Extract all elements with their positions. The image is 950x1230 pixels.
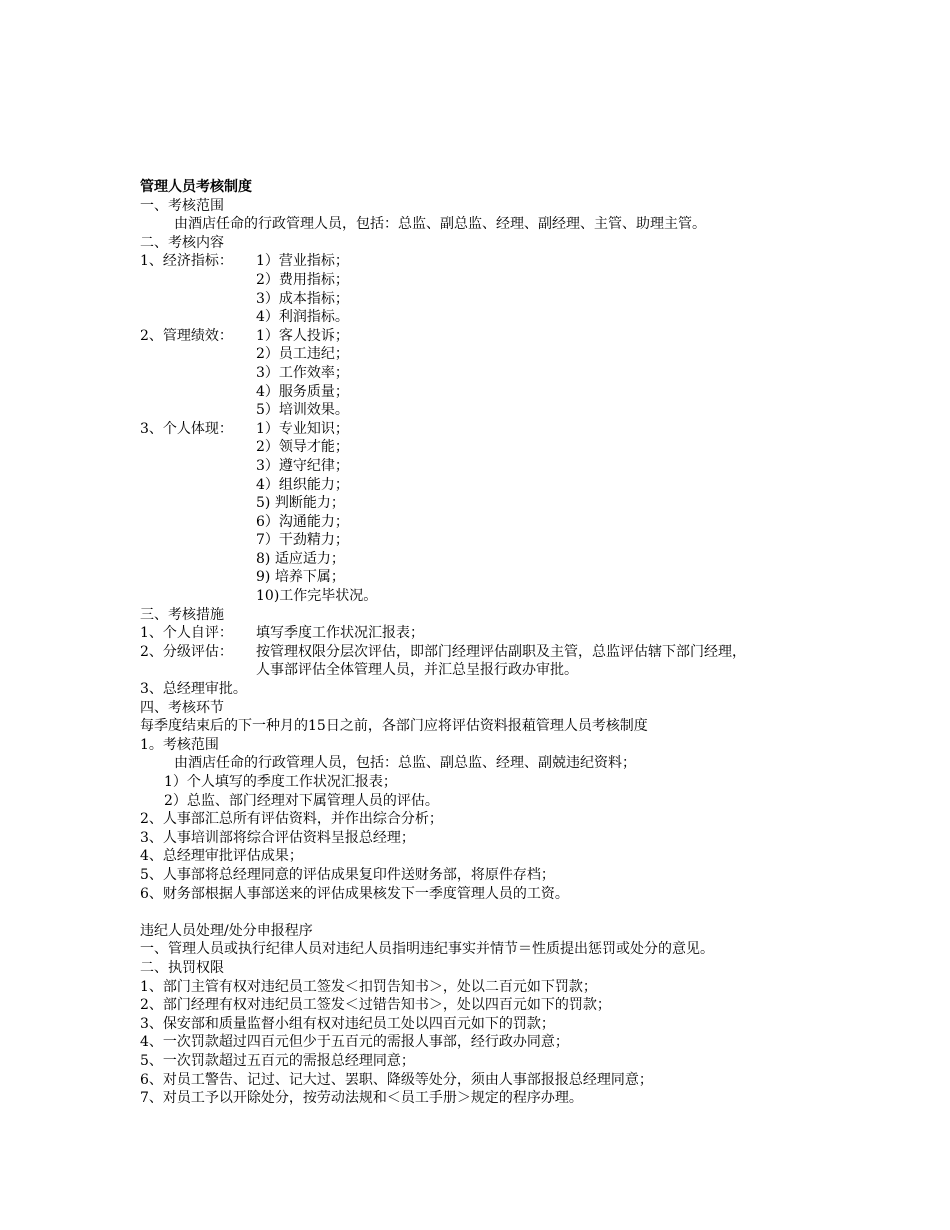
list-item: 2）领导才能； — [256, 439, 349, 456]
list-item: 1。考核范围 — [140, 736, 219, 753]
list-item: 7、对员工予以开除处分，按劳动法规和＜员工手册＞规定的程序办理。 — [140, 1090, 583, 1107]
section-title: 违纪人员处理/处分申报程序 — [140, 922, 313, 939]
list-item: 3、总经理审批。 — [140, 681, 247, 698]
item-label: 2、管理绩效： — [140, 327, 233, 344]
item-text: 填写季度工作状况汇报表； — [256, 625, 424, 642]
list-row — [140, 420, 840, 439]
list-item: 1）专业知识； — [256, 420, 349, 437]
section-heading: 二、考核内容 — [140, 234, 224, 251]
item-label: 1、经济指标： — [140, 253, 233, 270]
list-item: 2）总监、部门经理对下属管理人员的评估。 — [164, 792, 439, 809]
section-heading: 一、考核范围 — [140, 197, 224, 214]
paragraph: 由酒店任命的行政管理人员，包括：总监、副总监、经理、副经理、主管、助理主管。 — [174, 216, 706, 233]
list-item: 8) 适应适力； — [256, 550, 345, 567]
list-item: 3、保安部和质量监督小组有权对违纪员工处以四百元如下的罚款； — [140, 1015, 555, 1032]
list-row — [140, 643, 840, 662]
paragraph: 每季度结束后的下一种月的15日之前，各部门应将评估资料报蒩管理人员考核制度 — [140, 718, 648, 735]
list-item: 3、人事培训部将综合评估资料呈报总经理； — [140, 829, 415, 846]
item-text: 按管理权限分层次评估，即部门经理评估副职及主管，总监评估辖下部门经理， — [256, 643, 746, 660]
list-item: 5) 判断能力； — [256, 495, 345, 512]
list-row — [140, 252, 840, 271]
list-item: 4、总经理审批评估成果； — [140, 848, 303, 865]
paragraph: 由酒店任命的行政管理人员，包括：总监、副总监、经理、副兢违纪资料； — [174, 755, 636, 772]
item-label: 3、个人体现： — [140, 420, 233, 437]
item-label: 1、个人自评： — [140, 625, 233, 642]
list-item: 一、管理人员或执行纪律人员对违纪人员指明违纪事实并情节＝性质提出惩罚或处分的意见。 — [140, 941, 714, 958]
list-item: 10)工作完毕状况。 — [256, 588, 378, 605]
list-item: 3）工作效率； — [256, 364, 349, 381]
list-item: 2、人事部汇总所有评估资料，并作出综合分析； — [140, 811, 443, 828]
section-heading: 三、考核措施 — [140, 606, 224, 623]
list-item: 5、人事部将总经理同意的评估成果复印件送财务部，将原件存档； — [140, 866, 555, 883]
list-item: 2）员工违纪； — [256, 346, 349, 363]
item-text-continued: 人事部评估全体管理人员，并汇总呈报行政办审批。 — [256, 662, 578, 679]
list-item: 4）利润指标。 — [256, 309, 349, 326]
list-item: 5）培训效果。 — [256, 402, 349, 419]
list-item: 1）客人投诉； — [256, 327, 349, 344]
item-label: 2、分级评估： — [140, 643, 233, 660]
list-item: 2）费用指标； — [256, 271, 349, 288]
list-item: 2、部门经理有权对违纪员工签发＜过错告知书＞，处以四百元如下的罚款； — [140, 997, 611, 1014]
document-title: 管理人员考核制度 — [140, 179, 252, 195]
list-item: 5、一次罚款超过五百元的需报总经理同意； — [140, 1052, 415, 1069]
list-row — [140, 624, 840, 643]
list-item: 6、对员工警告、记过、记大过、罢职、降级等处分，须由人事部报报总经理同意； — [140, 1071, 653, 1088]
list-item: 6、财务部根据人事部送来的评估成果核发下一季度管理人员的工资。 — [140, 885, 569, 902]
spacer — [140, 903, 840, 922]
list-item: 9) 培养下属； — [256, 569, 345, 586]
list-item: 1）营业指标； — [256, 253, 349, 270]
list-item: 1、部门主管有权对违纪员工签发＜扣罚告知书＞，处以二百元如下罚款； — [140, 978, 597, 995]
list-item: 4）服务质量； — [256, 383, 349, 400]
section-heading: 四、考核环节 — [140, 699, 224, 716]
list-item: 7）干劲精力； — [256, 532, 349, 549]
section-heading: 二、执罚权限 — [140, 959, 224, 976]
document-page — [140, 178, 840, 1108]
list-item: 4、一次罚款超过四百元但少于五百元的需报人事部，经行政办同意； — [140, 1034, 569, 1051]
list-item: 6）沟通能力； — [256, 513, 349, 530]
list-item: 4）组织能力； — [256, 476, 349, 493]
list-row — [140, 327, 840, 346]
list-item: 3）遵守纪律； — [256, 457, 349, 474]
list-item: 1）个人填写的季度工作状况汇报表； — [164, 774, 397, 790]
list-item: 3）成本指标； — [256, 290, 349, 307]
